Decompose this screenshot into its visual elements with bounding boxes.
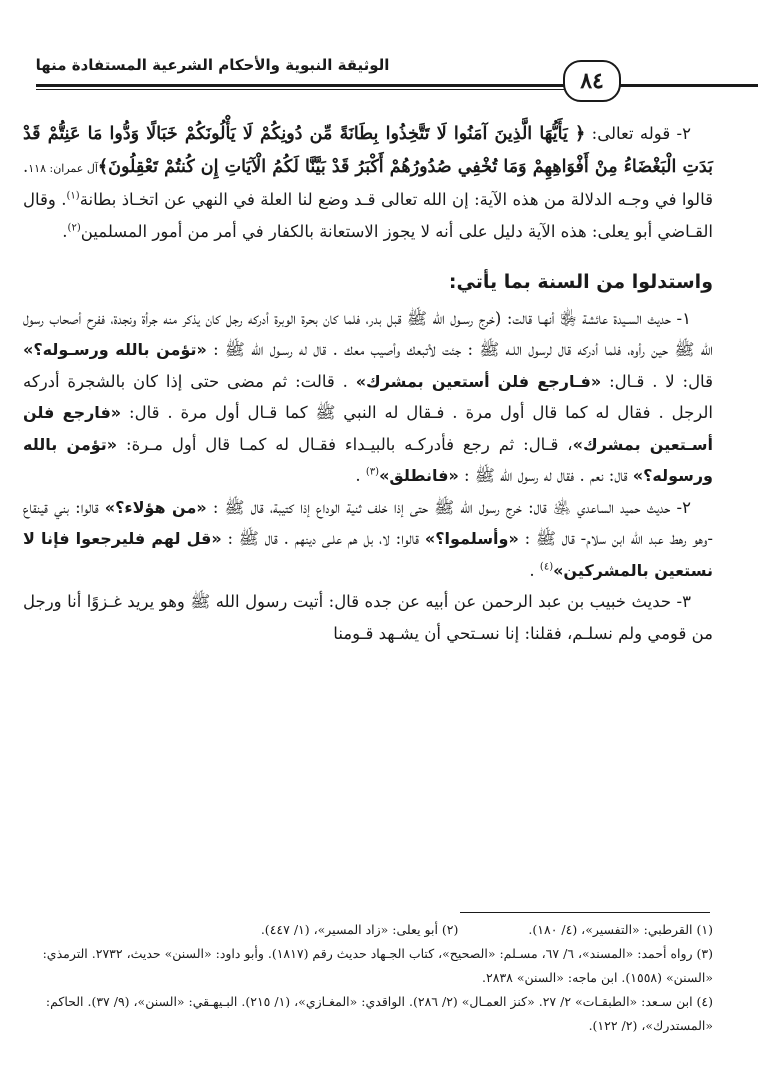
hadith-2-quote-1: «من هؤلاء؟» bbox=[104, 497, 207, 517]
hadith-2 bbox=[23, 492, 713, 587]
hadith-1-text-d: ، قـال: ثم رجع فأدركـه بالبيـداء فقـال له كمـا قال أول مـرة: bbox=[117, 434, 573, 454]
footnotes bbox=[23, 918, 713, 1038]
hadith-1-text-b: قال: لا . قـال: bbox=[601, 371, 713, 391]
hadith-1 bbox=[23, 303, 713, 492]
hadith-1-text-a: ١- حديث السـيدة عائشة ﵂ أنهـا قالت: (خرج رسـول الله ﷺ قبل بدر، فلما كان بحرة الوبرة أدركه رجل كان يذكر منه جرأة ونجدة، ففرح أصحاب رسول الله ﷺ حين رأوه، فلما أدركه قال لرسول اللـه ﷺ : جئت لأتبعك وأصيب معك . قال له رسـول الله ﷺ : bbox=[23, 308, 713, 359]
verse-commentary-end: . bbox=[62, 221, 68, 241]
hadith-2-text-c: قالوا: لا، بل هم علـى دينهم . قال ﷺ : bbox=[221, 529, 425, 548]
hadith-2-end: . bbox=[529, 560, 540, 580]
verse-commentary-b: . وقال القـاضي أبو يعلى: هذه الآية دليل على أنه لا يجوز الاستعانة بالكفار في أمر من أمور المسلمين bbox=[23, 190, 713, 241]
header-rule bbox=[36, 84, 758, 87]
main-text bbox=[23, 118, 713, 649]
hadith-2-text-a: ٢- حديث حميد الساعدي ﵁ قال: خرج رسول الله ﷺ حتى إذا خلف ثنية الوداع إذا كتيبة، قال ﷺ : bbox=[206, 497, 691, 517]
hadith-2-quote-3: «قل لهم فليرجعوا فإنا لا نستعين بالمشركين» bbox=[23, 529, 713, 580]
hadith-2-text-b: قالوا: بني قينقاع -وهو رهط عبد الله ابن سلام- قال ﷺ : bbox=[23, 497, 713, 548]
hadith-1-text-e: قال: نعم . فقال له رسول الله ﷺ : bbox=[458, 466, 633, 485]
section-heading: واستدلوا من السنة بما يأتي: bbox=[448, 271, 713, 293]
paragraph-verse bbox=[23, 118, 713, 247]
footnote-marker-2[interactable]: (٢) bbox=[67, 222, 81, 233]
footnote-1: (١) القرطبي: «التفسير»، (٤/ ١٨٠). bbox=[528, 922, 713, 937]
quran-verse: ﴿ يَأَيُّهَا الَّذِينَ آمَنُوا لَا تَتَّخِذُوا بِطَانَةً مِّن دُونِكُمْ لَا يَأْلُونَكُمْ خَبَالًا وَدُّوا مَا عَنِتُّمْ قَدْ بَدَتِ الْبَغْضَاءُ مِنْ أَفْوَاهِهِمْ وَمَا تُخْفِي صُدُورُهُمْ أَكْبَرُ قَدْ بَيَّنَّا لَكُمُ الْآيَاتِ إِن كُنتُمْ تَعْقِلُونَ﴾ bbox=[23, 124, 713, 177]
hadith-1-end: . bbox=[355, 466, 366, 485]
hadith-1-quote-1: «تؤمن بالله ورسـوله؟» bbox=[23, 340, 207, 359]
header-rule-thin bbox=[36, 89, 576, 90]
verse-reference: آل عمران: ١١٨ bbox=[28, 161, 98, 175]
footnote-3: (٣) رواه أحمد: «المسند»، ٦/ ٦٧، مسـلم: «الصحيح»، كتاب الجـهاد حديث رقم (١٨١٧). وأبو داود: «السنن» حديث، ٢٧٣٢. الترمذي: «السنن» (١٥٥٨). ابن ماجه: «السنن» ٢٨٣٨. bbox=[42, 946, 713, 985]
verse-commentary-a: . قالوا في وجـه الدلالة من هذه الآية: إن الله تعالى قـد وضع لنا العلة في النهي عن اتخـاذ بطانة bbox=[23, 156, 713, 209]
footnote-marker-1[interactable]: (١) bbox=[66, 190, 80, 202]
hadith-1-quote-4: «تؤمن بالله ورسوله؟» bbox=[23, 434, 713, 485]
footnote-separator bbox=[460, 912, 710, 913]
footnote-marker-4[interactable]: (٤) bbox=[539, 561, 554, 572]
verse-intro: ٢- قوله تعالى: bbox=[585, 124, 692, 143]
hadith-1-quote-2: «فـارجع فلن أستعين بمشرك» bbox=[355, 371, 602, 391]
footnote-marker-3[interactable]: (٣) bbox=[365, 466, 380, 478]
footnote-4: (٤) ابن سـعد: «الطبقـات» ٢/ ٢٧. «كنز العمـال» (٢/ ٢٨٦). الواقدي: «المغـازي»، (١/ ٢١٥). البـيهـقي: «السنن»، (٩/ ٣٧). الحاكم: «المستدرك»، (٢/ ١٢٢). bbox=[45, 994, 713, 1033]
footnote-row-1 bbox=[23, 918, 713, 942]
hadith-2-quote-2: «وأسلموا؟» bbox=[424, 529, 519, 548]
hadith-1-quote-3: «فارجع فلن أسـتعين بمشرك» bbox=[23, 403, 713, 454]
hadith-1-quote-5: «فانطلق» bbox=[379, 466, 459, 485]
page-number: ٨٤ bbox=[563, 60, 621, 102]
running-title: الوثيقة النبوية والأحكام الشرعية المستفادة منها bbox=[35, 56, 390, 74]
hadith-3: ٣- حديث خبيب بن عبد الرحمن عن أبيه عن جده قال: أتيت رسول الله ﷺ وهو يريد غـزوًا أنا ورجل من قومي ولم نسلـم، فقلنا: إنا نسـتحي أن يشـهد قـومنا bbox=[23, 592, 713, 643]
footnote-2: (٢) أبو يعلى: «زاد المسير»، (١/ ٤٤٧). bbox=[260, 922, 459, 937]
hadith-1-text-c: . قالت: ثم مضى حتى إذا كان بالشجرة أدركه الرجل . فقال له كما قال أول مرة . فـقال له النبي ﷺ كما قـال أول مرة . قال: bbox=[23, 371, 714, 422]
